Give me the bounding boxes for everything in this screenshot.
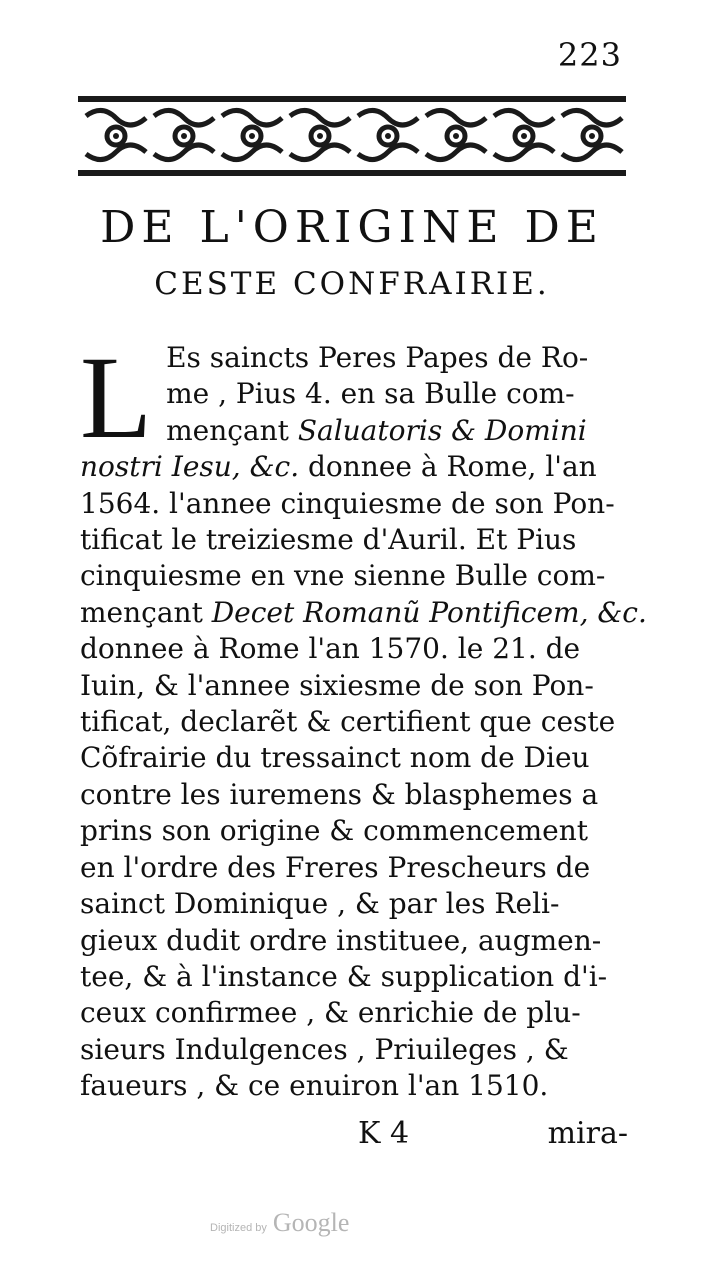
page-number: 223 — [557, 36, 622, 74]
watermark-prefix: Digitized by — [210, 1222, 267, 1234]
text-line — [80, 740, 632, 776]
text-line — [80, 413, 632, 449]
text-segment: mençant — [80, 595, 212, 629]
text-line — [80, 886, 632, 922]
text-line — [80, 558, 632, 594]
text-line — [80, 813, 632, 849]
text-segment: tificat le treiziesme d'Auril. Et Pius — [80, 523, 577, 557]
text-segment: cinquiesme en vne sienne Bulle com- — [80, 559, 606, 593]
text-line — [80, 631, 632, 667]
text-segment: 1564. l'annee cinquiesme de son Pon- — [80, 486, 615, 520]
text-segment: en l'ordre des Freres Prescheurs de — [80, 850, 591, 884]
text-line — [80, 376, 632, 412]
text-segment: gieux dudit ordre instituee, augmen- — [80, 923, 602, 957]
text-line — [80, 449, 632, 485]
page-footer — [96, 1116, 628, 1151]
text-line — [80, 959, 632, 995]
text-segment: donnee à Rome l'an 1570. le 21. de — [80, 632, 581, 666]
body-text — [80, 332, 647, 1105]
italic-segment: Decet Romanũ Pontificem, &c. — [211, 595, 647, 629]
text-line — [80, 668, 632, 704]
signature-mark: K 4 — [358, 1116, 410, 1151]
text-line — [80, 777, 632, 813]
italic-segment: Saluatoris & Domini — [297, 413, 587, 447]
text-line — [80, 850, 632, 886]
text-line — [80, 995, 632, 1031]
text-segment: donnee à Rome, l'an — [299, 450, 597, 484]
text-line — [80, 340, 632, 376]
text-line — [80, 1032, 632, 1068]
text-segment: sieurs Indulgences , Priuileges , & — [80, 1032, 569, 1066]
catchword: mira- — [547, 1116, 628, 1151]
text-line — [80, 1068, 632, 1104]
text-segment: tee, & à l'instance & supplication d'i- — [80, 959, 608, 993]
text-line — [80, 595, 647, 631]
text-line — [80, 486, 632, 522]
text-segment: prins son origine & commencement — [80, 814, 589, 848]
text-segment: contre les iuremens & blasphemes a — [80, 777, 599, 811]
text-line — [80, 704, 632, 740]
text-line — [80, 522, 632, 558]
text-segment: Cõfrairie du tressainct nom de Dieu — [80, 741, 590, 775]
drop-cap: L — [80, 332, 153, 463]
digitized-watermark — [210, 1208, 349, 1238]
chapter-title: DE L'ORIGINE DE — [100, 202, 604, 253]
chapter-subtitle: CESTE CONFRAIRIE. — [154, 266, 550, 302]
text-segment: Es saincts Peres Papes de Ro- — [166, 341, 589, 374]
text-segment: ceux confirmee , & enrichie de plu- — [80, 996, 581, 1030]
text-segment: mençant — [166, 413, 298, 447]
text-segment: tificat, declarẽt & certifient que ceste — [80, 705, 616, 739]
text-segment: me , Pius 4. en sa Bulle com- — [166, 377, 575, 411]
ornament-band-icon — [78, 96, 626, 176]
watermark-brand: Google — [272, 1208, 350, 1237]
text-line — [80, 923, 632, 959]
italic-segment: nostri Iesu, &c. — [80, 450, 300, 484]
text-segment: Iuin, & l'annee sixiesme de son Pon- — [80, 668, 594, 702]
text-segment: sainct Dominique , & par les Reli- — [80, 887, 560, 921]
text-segment: faueurs , & ce enuiron l'an 1510. — [80, 1069, 549, 1103]
